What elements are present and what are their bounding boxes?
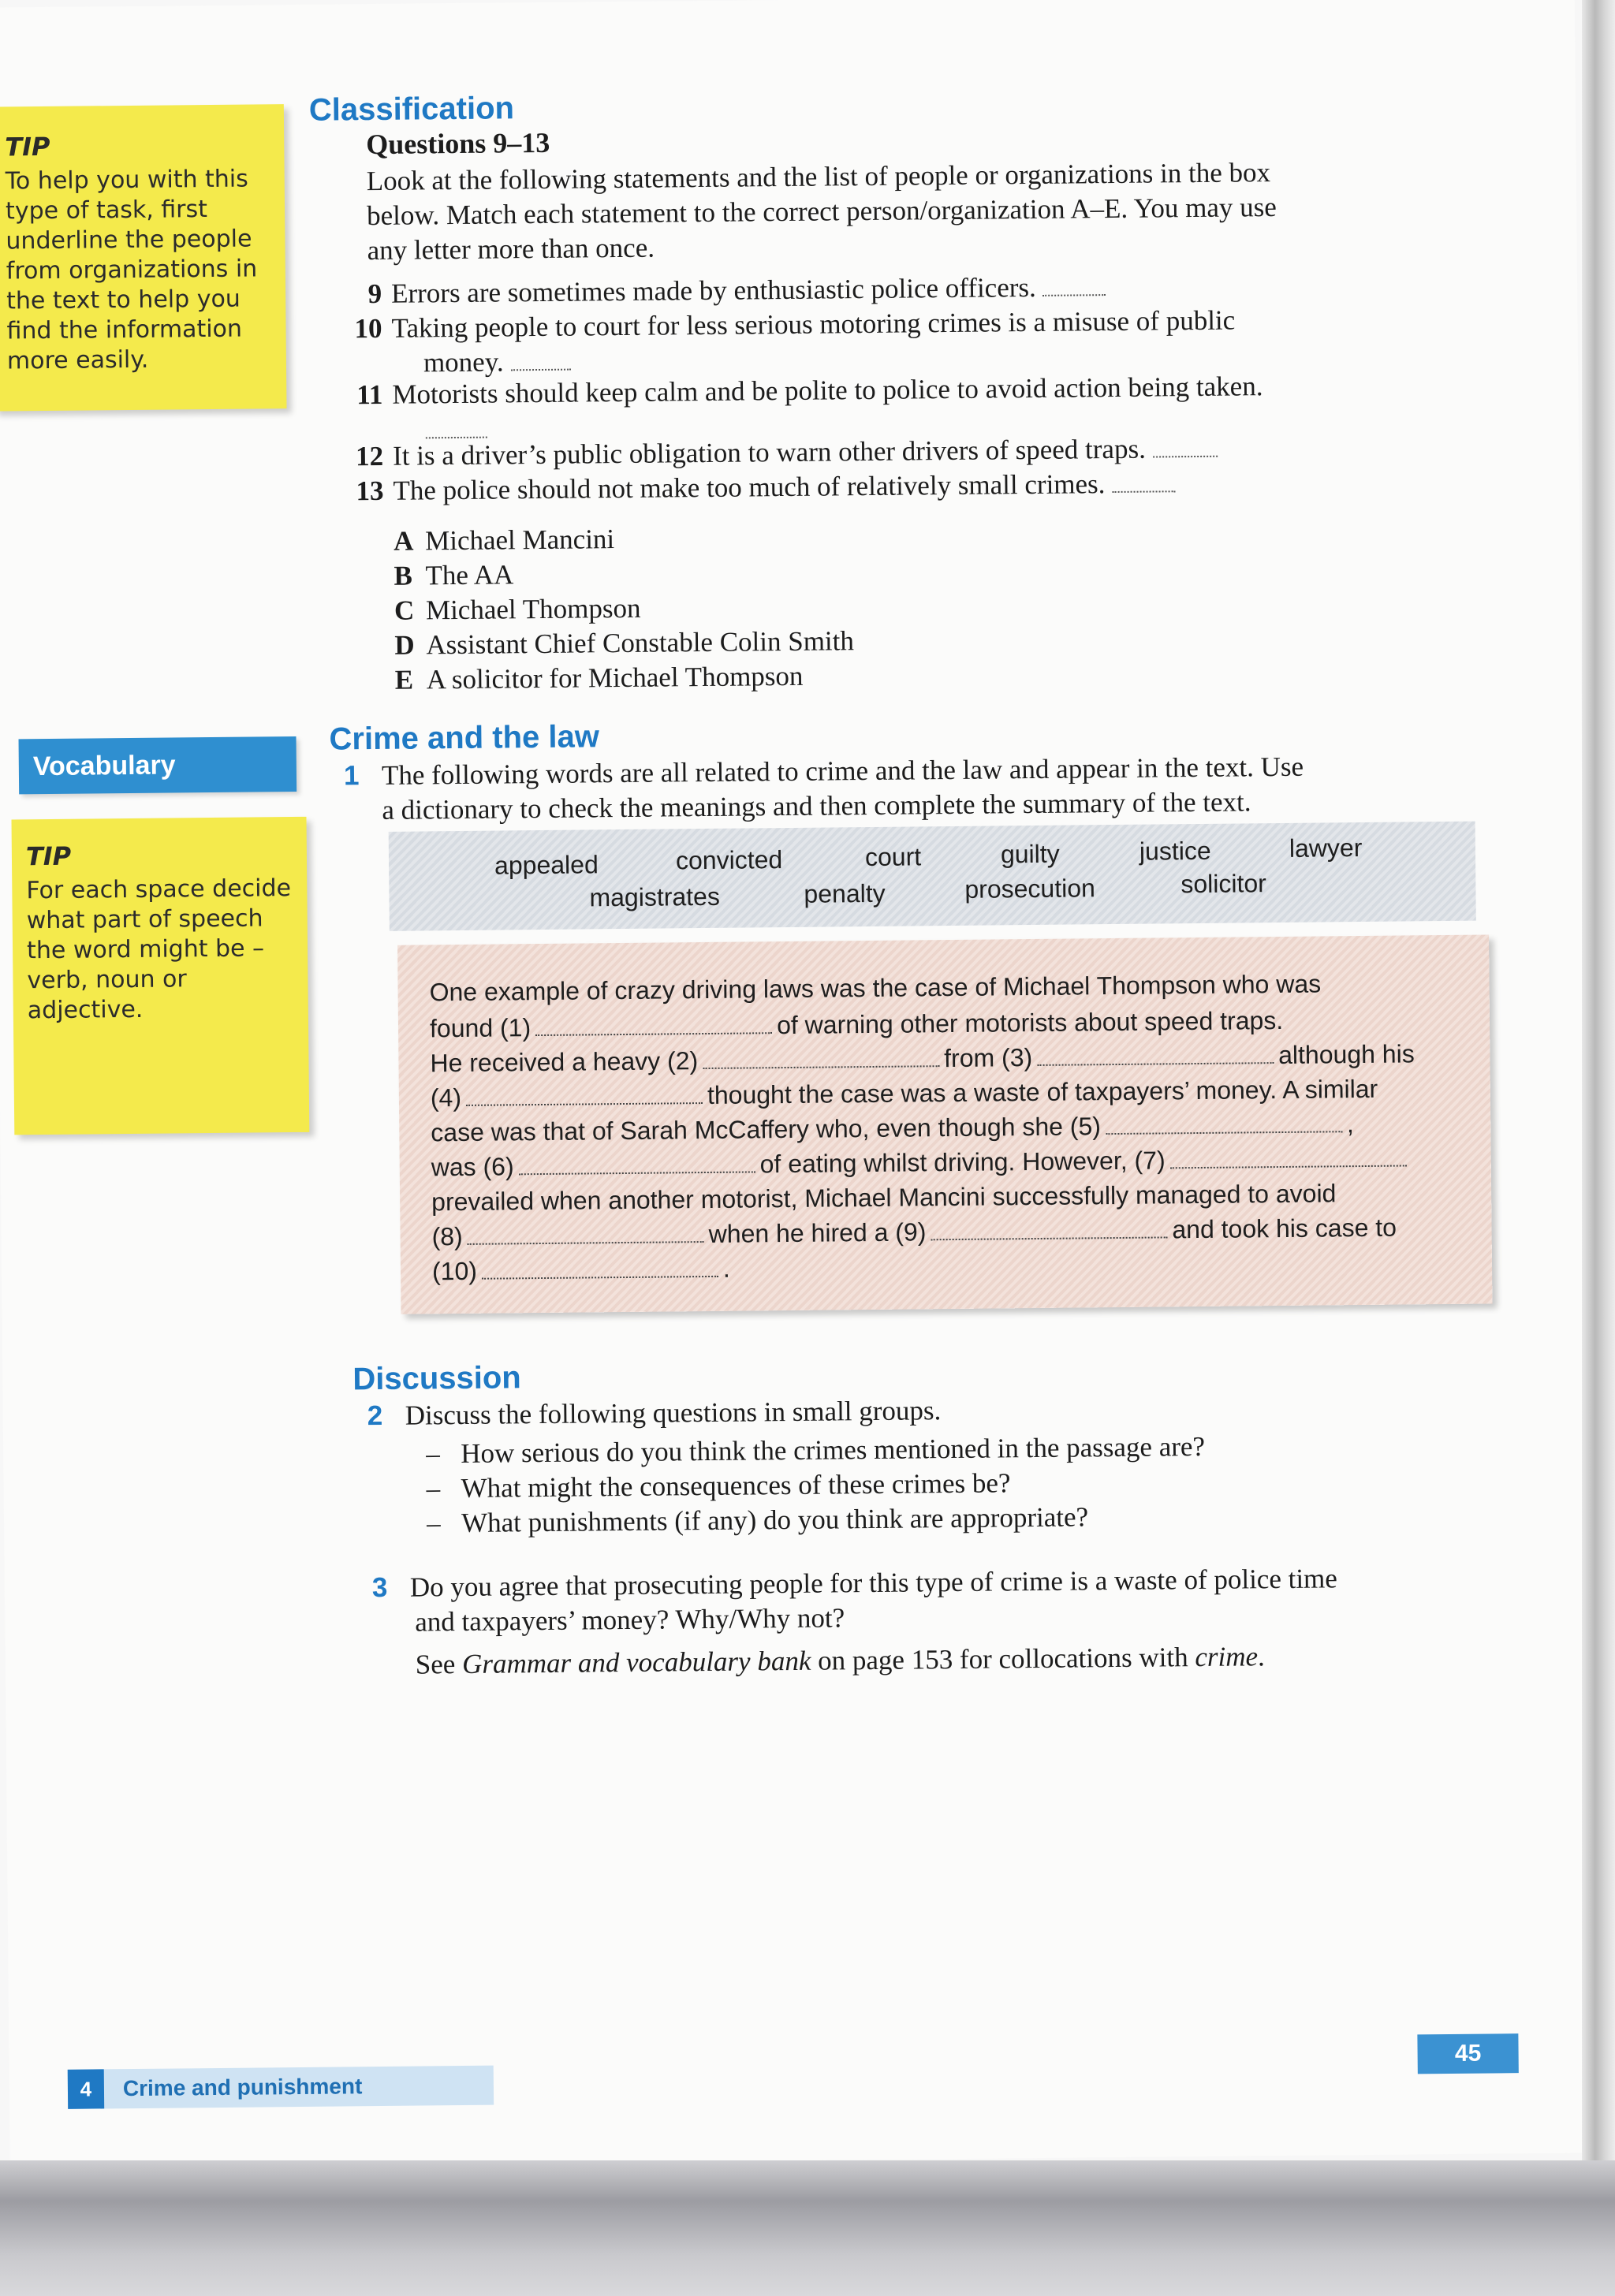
instructions-line: any letter more than once. [367, 232, 655, 266]
summary-text: found (1) [429, 1013, 531, 1043]
option-text: A solicitor for Michael Thompson [426, 660, 804, 695]
scanner-bottom-edge [0, 2160, 1615, 2296]
question-number: 9 [367, 278, 382, 310]
option-item [393, 557, 513, 593]
ref-text: See [415, 1649, 456, 1680]
option-letter: A [393, 525, 414, 557]
task-2-line [367, 1392, 942, 1433]
option-item [394, 624, 854, 663]
option-item [395, 659, 804, 698]
word-item: guilty [1000, 839, 1060, 869]
summary-text: although his [1277, 1039, 1415, 1070]
task-number: 1 [343, 760, 360, 792]
word-item: penalty [804, 878, 886, 908]
option-letter: C [393, 594, 415, 626]
tip-note-matching [0, 104, 287, 412]
option-letter: E [394, 664, 414, 695]
section-heading-classification: Classification [308, 91, 515, 128]
chapter-number: 4 [68, 2069, 104, 2108]
answer-blank[interactable] [510, 361, 570, 371]
answer-blank[interactable] [1043, 286, 1106, 296]
summary-blank-9[interactable] [931, 1230, 1167, 1240]
word-item: solicitor [1180, 869, 1266, 899]
word-item: justice [1139, 836, 1211, 866]
word-item: appealed [494, 850, 599, 880]
ref-text: on page 153 for collocations with [817, 1642, 1188, 1676]
summary-text: of eating whilst driving. However, (7) [759, 1146, 1166, 1179]
task-number: 2 [367, 1400, 383, 1432]
discussion-item [427, 1500, 1088, 1541]
book-spine-edge [1582, 0, 1615, 2296]
discussion-text: How serious do you think the crimes mentioned in the passage are? [461, 1430, 1206, 1470]
discussion-text: What might the consequences of these crimes be? [461, 1467, 1011, 1504]
summary-blank-3[interactable] [1037, 1056, 1274, 1066]
summary-text: (4) [430, 1083, 462, 1113]
summary-text: (10) [431, 1256, 478, 1286]
question-text: Motorists should keep calm and be polite to police to avoid action being taken. [392, 371, 1263, 410]
discussion-item [426, 1429, 1205, 1471]
summary-blank-1[interactable] [535, 1026, 772, 1036]
summary-text: and took his case to [1172, 1213, 1397, 1244]
summary-blank-8[interactable] [468, 1235, 704, 1245]
ref-book-title[interactable]: Grammar and vocabulary bank [461, 1645, 811, 1680]
question-number: 11 [356, 378, 383, 411]
tip-note-part-of-speech [11, 817, 309, 1135]
question-text: It is a driver’s public obligation to warn other drivers of speed traps. [392, 433, 1147, 472]
task-number: 3 [371, 1571, 388, 1604]
word-item: magistrates [589, 882, 721, 912]
task-text: The following words are all related to crime and the law and appear in the text. Use [381, 751, 1304, 791]
instructions-line: Look at the following statements and the list of people or organizations in the box [366, 157, 1271, 197]
discussion-item [426, 1466, 1010, 1506]
summary-line [431, 1109, 1354, 1147]
tip-title: TIP [5, 131, 50, 162]
question-number: 12 [355, 440, 384, 472]
summary-text: when he hired a (9) [708, 1217, 927, 1248]
dash-bullet: – [426, 1508, 441, 1539]
summary-blank-10[interactable] [482, 1269, 718, 1280]
task-3-line: and taxpayers’ money? Why/Why not? [415, 1602, 845, 1638]
option-item [394, 591, 641, 628]
summary-text: was (6) [431, 1152, 514, 1182]
page-number: 45 [1417, 2033, 1518, 2074]
ref-text: . [1257, 1641, 1265, 1672]
cross-reference-line [416, 1638, 1265, 1682]
summary-text: of warning other motorists about speed traps. [776, 1005, 1284, 1040]
summary-line [431, 1075, 1378, 1113]
question-number: 10 [354, 312, 382, 345]
question-text: Taking people to court for less serious motoring crimes is a misuse of public [391, 304, 1236, 344]
vocabulary-tab: Vocabulary [19, 736, 297, 794]
dash-bullet: – [426, 1473, 441, 1504]
summary-line [430, 1006, 1284, 1043]
summary-blank-7[interactable] [1170, 1158, 1407, 1168]
discussion-text: What punishments (if any) do you think are appropriate? [461, 1501, 1089, 1539]
question-item [341, 466, 1175, 509]
summary-blank-4[interactable] [466, 1096, 703, 1106]
summary-text: (8) [431, 1221, 463, 1251]
chapter-footer [68, 2066, 494, 2109]
option-text: Michael Mancini [424, 524, 615, 557]
summary-box [397, 934, 1492, 1314]
question-text: money. [423, 346, 504, 378]
dash-bullet: – [426, 1438, 440, 1470]
option-text: Michael Thompson [425, 592, 641, 626]
summary-text: case was that of Sarah McCaffery who, even though she (5) [431, 1112, 1102, 1147]
summary-text: He received a heavy (2) [430, 1046, 699, 1078]
question-text: Errors are sometimes made by enthusiastic police officers. [390, 271, 1036, 309]
summary-text: , [1346, 1109, 1354, 1139]
task-3-line [372, 1560, 1337, 1605]
word-item: convicted [675, 845, 783, 875]
summary-blank-2[interactable] [703, 1059, 939, 1069]
instructions-line: below. Match each statement to the correct person/organization A–E. You may use [366, 192, 1277, 232]
word-item: lawyer [1289, 833, 1363, 863]
summary-blank-5[interactable] [1106, 1124, 1342, 1135]
tip-text: For each space decide what part of speech the word might be – verb, noun or adjective. [26, 874, 292, 1025]
summary-text: from (3) [943, 1043, 1033, 1073]
questions-subheading: Questions 9–13 [366, 126, 550, 161]
tip-text: To help you with this type of task, first underline the people from organizations in the text to help you find the information more easily. [5, 165, 258, 375]
answer-blank[interactable] [1153, 448, 1218, 458]
summary-line [430, 1039, 1415, 1078]
summary-line: prevailed when another motorist, Michael Mancini successfully managed to avoid [431, 1179, 1337, 1217]
word-item: prosecution [964, 874, 1096, 904]
answer-blank[interactable] [1112, 483, 1175, 493]
task-text: Discuss the following questions in small groups. [405, 1395, 942, 1431]
task-text: Do you agree that prosecuting people for this type of crime is a waste of police time [409, 1563, 1338, 1603]
option-letter: B [393, 560, 413, 591]
question-item-cont [423, 345, 571, 381]
option-letter: D [394, 629, 415, 661]
question-text: The police should not make too much of relatively small crimes. [393, 468, 1106, 506]
summary-line [431, 1213, 1397, 1252]
summary-blank-6[interactable] [519, 1165, 755, 1175]
option-text: Assistant Chief Constable Colin Smith [426, 625, 855, 661]
option-text: The AA [425, 559, 514, 591]
section-heading-crime-and-the-law: Crime and the law [329, 719, 600, 757]
summary-text: . [722, 1254, 730, 1283]
question-number: 13 [356, 475, 384, 507]
word-item: court [864, 842, 922, 872]
section-heading-discussion: Discussion [352, 1360, 521, 1397]
option-item [393, 522, 614, 559]
answer-blank[interactable] [426, 429, 487, 439]
task-1-line: a dictionary to check the meanings and then complete the summary of the text. [382, 786, 1251, 826]
summary-line [431, 1143, 1412, 1182]
summary-text: thought the case was a waste of taxpayers’ money. A similar [707, 1074, 1378, 1109]
summary-line [432, 1254, 730, 1287]
chapter-title: Crime and punishment [122, 2074, 363, 2101]
summary-line: One example of crazy driving laws was the case of Michael Thompson who was [429, 969, 1322, 1007]
tip-title: TIP [25, 840, 72, 872]
ref-keyword: crime [1195, 1641, 1259, 1673]
word-box [389, 822, 1476, 931]
